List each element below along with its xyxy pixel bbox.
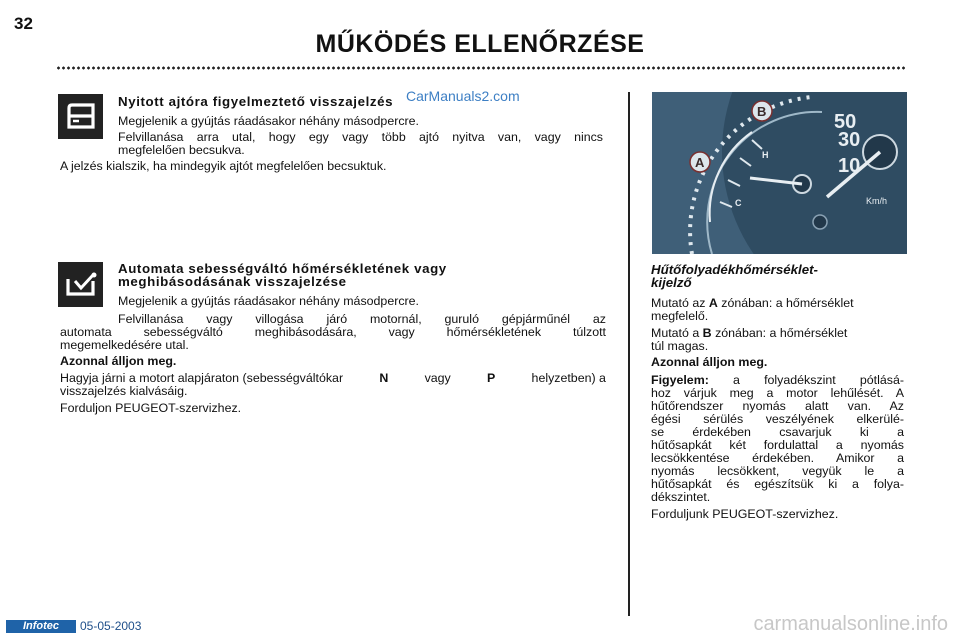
speed-label-10: 10 bbox=[838, 155, 861, 177]
gearbox-paragraph-2c: megemelkedésére utal. bbox=[60, 338, 189, 352]
temp-mark-h: H bbox=[762, 150, 769, 160]
coolant-service-note: Forduljunk PEUGEOT-szervizhez. bbox=[651, 507, 839, 521]
temp-mark-c: C bbox=[735, 198, 742, 208]
footer-site: carmanualsonline.info bbox=[753, 613, 948, 635]
gearbox-paragraph-5: Forduljon PEUGEOT-szervizhez. bbox=[60, 401, 242, 415]
coolant-note-line-6: hűtősapkát két fordulattal a nyomás bbox=[651, 438, 904, 452]
gearbox-paragraph-2a: Felvillanása vagy villogása járó motornál, guruló gépjárműnél az bbox=[118, 312, 606, 326]
zone-a-key: A bbox=[708, 296, 718, 310]
gear-n-key: N bbox=[379, 371, 389, 385]
coolant-note-line-7: lecsökkentése érdekében. Amikor a bbox=[651, 451, 904, 465]
gearbox-p4-part1: Hagyja járni a motort alapjáraton (sebességváltókar bbox=[60, 371, 344, 385]
door-paragraph-2a: Felvillanása arra utal, hogy egy vagy több ajtó nyitva van, vagy nincs bbox=[118, 130, 603, 144]
gearbox-warning-icon bbox=[58, 262, 103, 307]
zone-a-label: A bbox=[695, 155, 705, 170]
coolant-note-line-3: hűtőrendszer nyomás alatt van. Az bbox=[651, 399, 904, 413]
coolant-title-line2: kijelző bbox=[651, 275, 692, 290]
door-paragraph-3: A jelzés kialszik, ha mindegyik ajtót megfelelően becsuktuk. bbox=[60, 159, 387, 173]
door-warning-title: Nyitott ajtóra figyelmeztető visszajelzés bbox=[118, 94, 394, 109]
dotted-divider bbox=[56, 66, 906, 70]
watermark: CarManuals2.com bbox=[406, 88, 520, 104]
gearbox-paragraph-4b: visszajelzés kialvásáig. bbox=[60, 384, 188, 398]
page-title: MŰKÖDÉS ELLENŐRZÉSE bbox=[315, 30, 645, 58]
door-open-icon bbox=[58, 94, 103, 139]
note-label: Figyelem: bbox=[651, 373, 709, 387]
gearbox-title-line1: Automata sebességváltó hőmérsékletének vagy bbox=[118, 261, 447, 276]
coolant-gauge-illustration bbox=[652, 92, 907, 254]
infotec-logo: Infotec bbox=[6, 620, 76, 633]
coolant-title-line1: Hűtőfolyadékhőmérséklet- bbox=[651, 262, 818, 277]
zone-a-post: zónában: a hőmérséklet bbox=[721, 296, 854, 310]
coolant-note-line-2: hoz várjuk meg a motor lehűlését. A bbox=[651, 386, 904, 400]
page-number: 32 bbox=[14, 14, 33, 33]
gear-p-key: P bbox=[487, 371, 496, 385]
gearbox-p4-part3: helyzetben) a bbox=[531, 371, 606, 385]
zone-a-pre: Mutató az bbox=[651, 296, 706, 310]
footer-date: 05-05-2003 bbox=[80, 619, 142, 633]
zone-b-key: B bbox=[702, 326, 712, 340]
gearbox-paragraph-2b: automata sebességváltó meghibásodására, vagy hőmérsékletének túlzott bbox=[60, 325, 606, 339]
coolant-note-line-5: se érdekében csavarjuk ki a bbox=[651, 425, 904, 439]
coolant-note-line-9: hűtősapkát és egészítsük ki a folya- bbox=[651, 477, 904, 491]
coolant-stop-warning: Azonnal álljon meg. bbox=[651, 355, 768, 369]
speed-label-50: 50 bbox=[834, 111, 857, 133]
gearbox-stop-warning: Azonnal álljon meg. bbox=[60, 354, 177, 368]
coolant-zone-a-line2: megfelelő. bbox=[651, 309, 709, 323]
coolant-note-line-1 bbox=[651, 374, 904, 387]
note-text-0: a folyadékszint pótlásá- bbox=[733, 373, 904, 387]
coolant-zone-b-line bbox=[651, 327, 904, 340]
speed-label-30: 30 bbox=[838, 129, 861, 151]
speed-unit: Km/h bbox=[866, 196, 888, 206]
coolant-note-line-10: dékszintet. bbox=[651, 490, 711, 504]
zone-b-pre: Mutató a bbox=[651, 326, 700, 340]
gearbox-paragraph-1: Megjelenik a gyújtás ráadásakor néhány másodpercre. bbox=[118, 294, 419, 308]
zone-b-post: zónában: a hőmérséklet bbox=[715, 326, 848, 340]
coolant-note-line-8: nyomás lecsökkent, vegyük le a bbox=[651, 464, 904, 478]
door-paragraph-2b: megfelelően becsukva. bbox=[118, 143, 245, 157]
zone-b-label: B bbox=[757, 104, 767, 119]
door-paragraph-1: Megjelenik a gyújtás ráadásakor néhány másodpercre. bbox=[118, 114, 419, 128]
gearbox-p4-part2: vagy bbox=[424, 371, 451, 385]
coolant-note-line-4: égési sérülés veszélyének elkerülé- bbox=[651, 412, 904, 426]
coolant-zone-b-line2: túl magas. bbox=[651, 339, 709, 353]
coolant-zone-a-line bbox=[651, 297, 904, 310]
gearbox-title-line2: meghibásodásának visszajelzése bbox=[118, 274, 347, 289]
column-divider bbox=[628, 92, 630, 616]
